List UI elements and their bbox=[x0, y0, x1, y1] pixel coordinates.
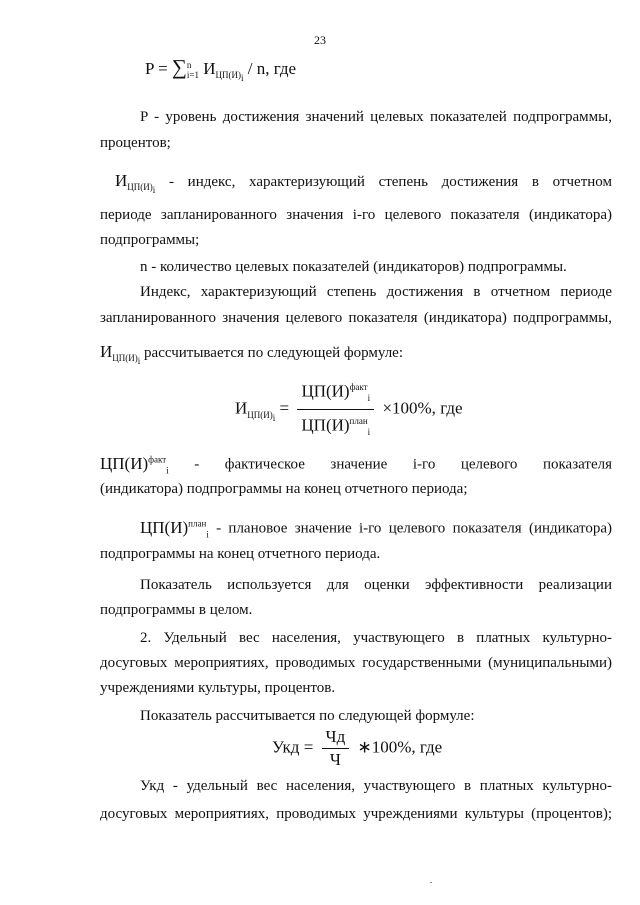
page-number: 23 bbox=[314, 33, 326, 47]
def-index-line2: периоде запланированного значения i-го целевого показателя (индикатора) bbox=[100, 207, 612, 223]
index-symbol: $И_{ЦП(И)_i}$ bbox=[115, 171, 156, 196]
index-intro-line2: запланированного значения целевого показателя (индикатора) подпрограммы, bbox=[100, 310, 612, 326]
usage-line2: подпрограммы в целом. bbox=[100, 602, 253, 618]
def-n: n - количество целевых показателей (индикаторов) подпрограммы. bbox=[140, 259, 567, 275]
index-symbol: $И_{ЦП(И)_i}$ bbox=[100, 342, 141, 367]
index-intro-line1: Индекс, характеризующий степень достижения в отчетном периоде bbox=[140, 284, 612, 300]
formula-p: P = ∑ n i=1 $И_{ЦП(И)_i}$ / n, где bbox=[145, 55, 297, 84]
item2-line1: 2. Удельный вес населения, участвующего в платных культурно- bbox=[140, 630, 612, 646]
calc-intro: Показатель рассчитывается по следующей формуле: bbox=[140, 708, 475, 724]
usage-line1: Показатель используется для оценки эффективности реализации bbox=[140, 577, 612, 593]
def-p-line2: процентов; bbox=[100, 135, 171, 151]
index-fraction: $\frac{ЦП(И)^{факт}_i}{ЦП(И)^{план}_i}$ bbox=[297, 378, 374, 441]
def-plan-line1: $ЦП(И)^{план}_i$ - плановое значение i-го целевого показателя (индикатора) bbox=[140, 517, 612, 540]
def-fact-line1: $ЦП(И)^{факт}_i$ - фактическое значение i-го целевого показателя bbox=[100, 453, 612, 476]
def-index-line1: $И_{ЦП(И)_i}$ - индекс, характеризующий степень достижения в отчетном bbox=[115, 171, 612, 196]
def-fact-line2: (индикатора) подпрограммы на конец отчетного периода; bbox=[100, 481, 468, 497]
def-ukd-line1: Укд - удельный вес населения, участвующего в платных культурно- bbox=[140, 778, 612, 794]
formula-ukd: Укд = $\frac{Чд}{Ч}$ ∗100%, где bbox=[272, 727, 443, 769]
item2-line2: досуговых мероприятиях, проводимых государственными (муниципальными) bbox=[100, 655, 612, 671]
plan-symbol: $ЦП(И)^{план}_i$ bbox=[140, 517, 209, 540]
def-ukd-line2: досуговых мероприятиях, проводимых учреждениями культуры (процентов); bbox=[100, 806, 612, 822]
def-p-line1: P - уровень достижения значений целевых показателей подпрограммы, bbox=[140, 109, 612, 125]
formula-index: $И_{ЦП(И)_i}$ = $\frac{ЦП(И)^{факт}_i}{ЦП(И)^{план}_i}$ ×100%, где bbox=[235, 378, 555, 441]
def-plan-line2: подпрограммы на конец отчетного периода. bbox=[100, 546, 381, 562]
scan-speck bbox=[430, 882, 432, 883]
item2-line3: учреждениями культуры, процентов. bbox=[100, 680, 336, 696]
fact-symbol: $ЦП(И)^{факт}_i$ bbox=[100, 453, 169, 476]
ukd-fraction: $\frac{Чд}{Ч}$ bbox=[322, 728, 350, 769]
index-intro-line3: $И_{ЦП(И)_i}$ рассчитывается по следующей формуле: bbox=[100, 342, 404, 367]
def-index-line3: подпрограммы; bbox=[100, 232, 200, 248]
